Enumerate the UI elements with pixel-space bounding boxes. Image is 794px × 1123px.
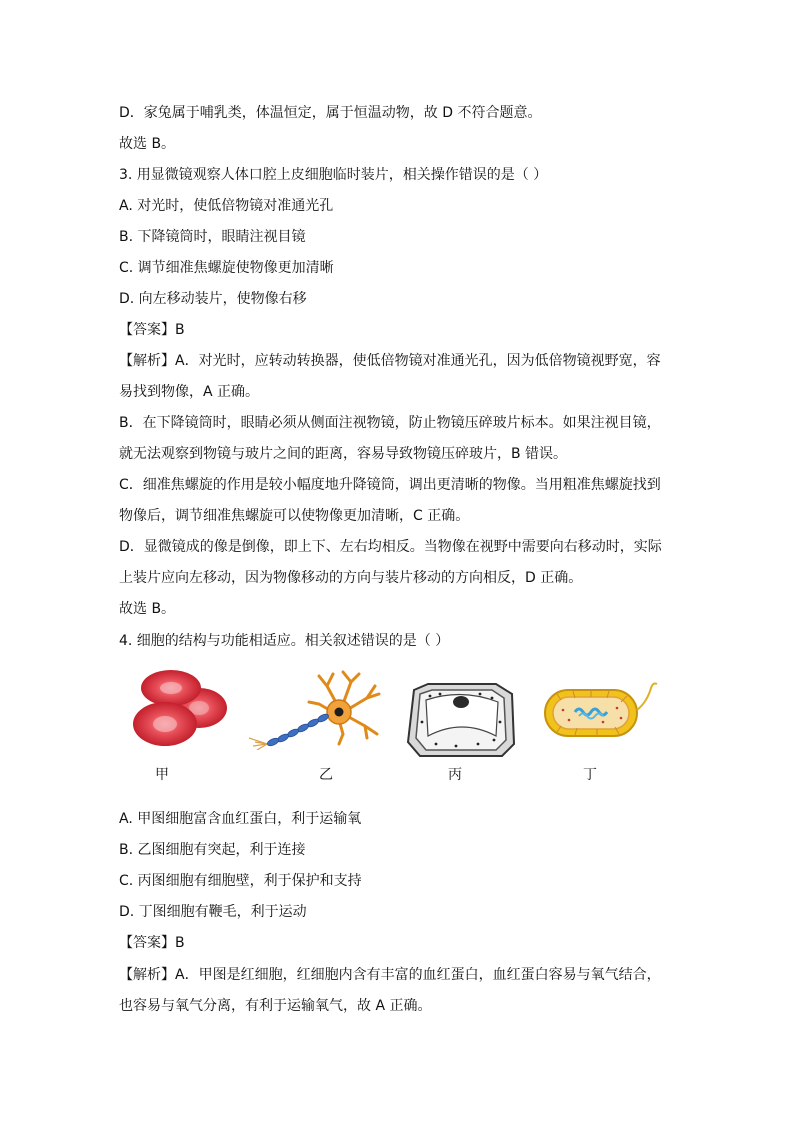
neuron-image xyxy=(239,668,389,750)
caption-jia: 甲 xyxy=(155,767,169,783)
plant-cell-image xyxy=(406,682,518,758)
answer-line: 【答案】B xyxy=(119,322,185,338)
analysis-line: 【解析】A．甲图是红细胞，红细胞内含有丰富的血红蛋白，血红蛋白容易与氧气结合， xyxy=(119,967,661,983)
answer-line: 【答案】B xyxy=(119,935,185,951)
analysis-line: D．显微镜成的像是倒像，即上下、左右均相反。当物像在视野中需要向右移动时，实际 xyxy=(119,539,662,555)
analysis-line: 也容易与氧气分离，有利于运输氧气，故 A 正确。 xyxy=(119,998,432,1014)
option-b: B. 乙图细胞有突起，利于连接 xyxy=(119,842,306,858)
cell-figures xyxy=(119,668,679,788)
text-line: D．家兔属于哺乳类，体温恒定，属于恒温动物，故 D 不符合题意。 xyxy=(119,105,542,121)
bacterium-image xyxy=(541,680,663,744)
option-c: C. 调节细准焦螺旋使物像更加清晰 xyxy=(119,260,334,276)
analysis-line: C．细准焦螺旋的作用是较小幅度地升降镜筒，调出更清晰的物像。当用粗准焦螺旋找到 xyxy=(119,477,661,493)
text-line: 故选 B。 xyxy=(119,601,176,617)
text-line: 故选 B。 xyxy=(119,136,176,152)
option-c: C. 丙图细胞有细胞壁，利于保护和支持 xyxy=(119,873,362,889)
analysis-line: B．在下降镜筒时，眼睛必须从侧面注视物镜，防止物镜压碎玻片标本。如果注视目镜， xyxy=(119,415,661,431)
analysis-line: 就无法观察到物镜与玻片之间的距离，容易导致物镜压碎玻片，B 错误。 xyxy=(119,446,568,462)
analysis-line: 上装片应向左移动，因为物像移动的方向与装片移动的方向相反，D 正确。 xyxy=(119,570,583,586)
option-d: D. 向左移动装片，使物像右移 xyxy=(119,291,307,307)
analysis-line: 易找到物像，A 正确。 xyxy=(119,384,260,400)
option-a: A. 甲图细胞富含血红蛋白，利于运输氧 xyxy=(119,811,362,827)
question-3-stem: 3. 用显微镜观察人体口腔上皮细胞临时装片，相关操作错误的是（ ） xyxy=(119,167,548,183)
red-blood-cell-image xyxy=(131,668,231,750)
analysis-line: 【解析】A．对光时，应转动转换器，使低倍物镜对准通光孔，因为低倍物镜视野宽，容 xyxy=(119,353,661,369)
caption-yi: 乙 xyxy=(319,767,333,783)
option-a: A. 对光时，使低倍物镜对准通光孔 xyxy=(119,198,334,214)
caption-bing: 丙 xyxy=(448,767,462,783)
caption-ding: 丁 xyxy=(583,767,597,783)
option-d: D. 丁图细胞有鞭毛，利于运动 xyxy=(119,904,307,920)
question-4-stem: 4. 细胞的结构与功能相适应。相关叙述错误的是（ ） xyxy=(119,633,450,649)
option-b: B. 下降镜筒时，眼睛注视目镜 xyxy=(119,229,306,245)
analysis-line: 物像后，调节细准焦螺旋可以使物像更加清晰，C 正确。 xyxy=(119,508,470,524)
